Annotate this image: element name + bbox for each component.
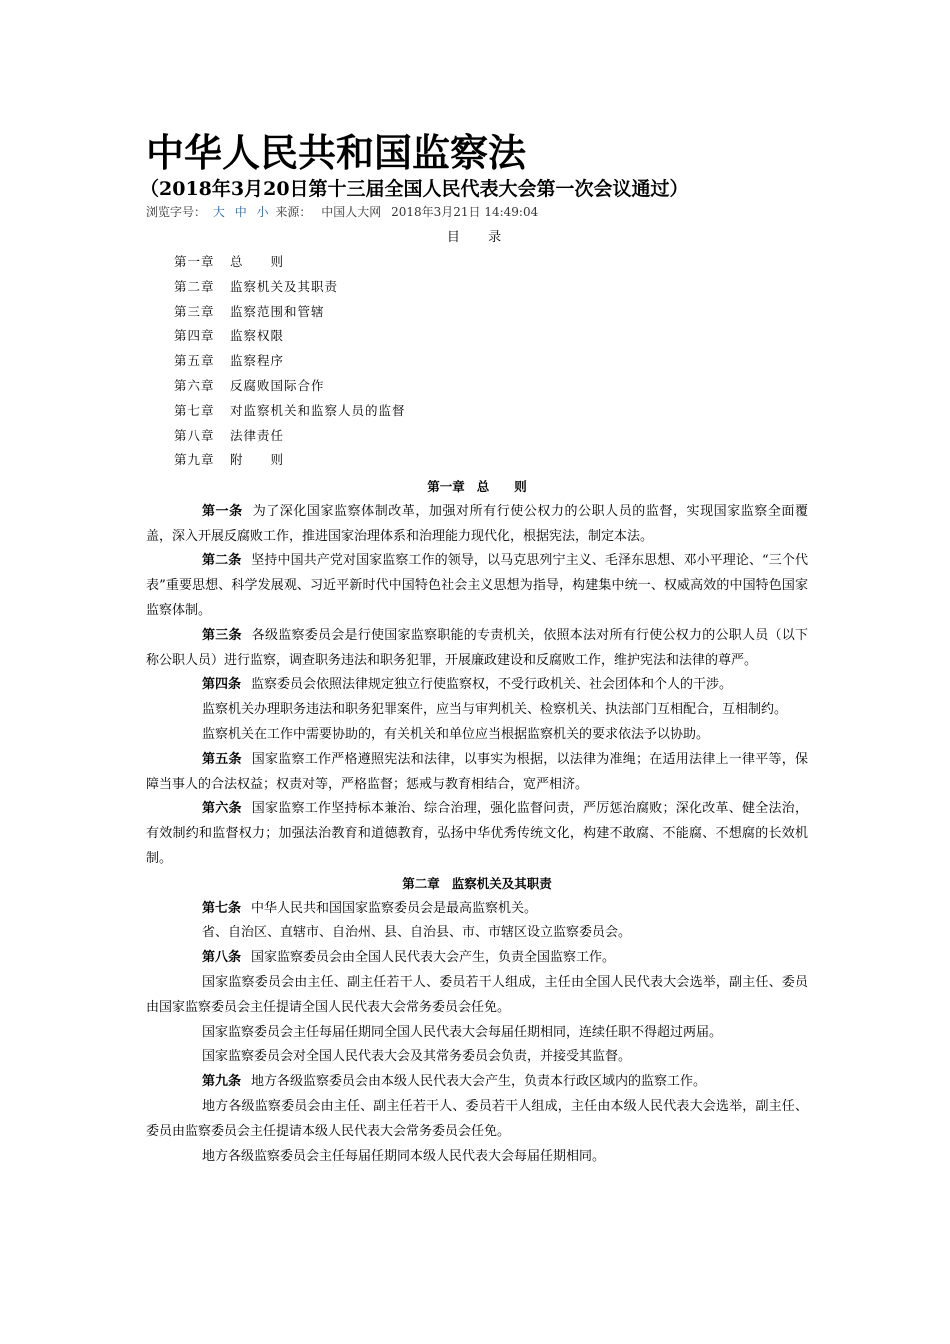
article-label: 第二条 bbox=[202, 553, 242, 569]
article-label: 第八条 bbox=[202, 950, 242, 966]
toc-chapter-title: 附 则 bbox=[230, 452, 285, 468]
article-label: 第六条 bbox=[202, 801, 242, 817]
law-body bbox=[146, 475, 808, 1169]
article-paragraph bbox=[146, 549, 808, 623]
article-paragraph bbox=[146, 673, 808, 698]
toc-item[interactable] bbox=[174, 451, 406, 476]
toc-chapter-title: 监察权限 bbox=[230, 328, 285, 344]
toc-heading bbox=[0, 229, 950, 247]
toc-chapter-number: 第一章 bbox=[174, 254, 215, 269]
toc-chapter-number: 第三章 bbox=[174, 303, 215, 319]
font-size-medium-link[interactable]: 中 bbox=[234, 205, 247, 219]
toc-item[interactable] bbox=[174, 278, 406, 303]
table-of-contents bbox=[174, 253, 406, 476]
article-label: 第四条 bbox=[202, 677, 242, 693]
article-meta bbox=[146, 203, 538, 221]
article-text: 国家监察工作坚持标本兼治、综合治理，强化监督问责，严厉惩治腐败；深化改革、健全法治，有效制约和监督权力；加强法治教育和道德教育，弘扬中华优秀传统文化，构建不敢腐、不能腐、不想腐的长效机制。 bbox=[146, 801, 808, 866]
article-paragraph bbox=[146, 946, 808, 971]
chapter-title: 监察机关及其职责 bbox=[451, 875, 552, 891]
source-label: 来源： bbox=[275, 205, 312, 219]
toc-heading-char-1: 目 bbox=[446, 230, 462, 245]
law-subtitle: （2018年3月20日第十三届全国人民代表大会第一次会议通过） bbox=[140, 178, 689, 200]
chapter-heading bbox=[146, 475, 808, 500]
article-paragraph bbox=[146, 797, 808, 871]
toc-item[interactable] bbox=[174, 402, 406, 427]
article-paragraph: 国家监察委员会由主任、副主任若干人、委员若干人组成，主任由全国人民代表大会选举，副主任、委员由国家监察委员会主任提请全国人民代表大会常务委员会任免。 bbox=[146, 974, 808, 1015]
font-size-large-link[interactable]: 大 bbox=[212, 205, 225, 219]
article-paragraph: 监察机关在工作中需要协助的，有关机关和单位应当根据监察机关的要求依法予以协助。 bbox=[202, 726, 710, 742]
article-paragraph bbox=[146, 748, 808, 798]
article-label: 第七条 bbox=[202, 900, 242, 916]
publish-datetime: 2018年3月21日 14:49:04 bbox=[391, 205, 539, 219]
toc-item[interactable] bbox=[174, 377, 406, 402]
toc-chapter-number: 第八章 bbox=[174, 427, 215, 443]
law-title: 中华人民共和国监察法 bbox=[146, 131, 527, 175]
toc-item[interactable] bbox=[174, 303, 406, 328]
article-text: 国家监察委员会由全国人民代表大会产生，负责全国监察工作。 bbox=[251, 950, 616, 966]
article-paragraph bbox=[146, 500, 808, 550]
article-paragraph: 地方各级监察委员会主任每届任期同本级人民代表大会每届任期相同。 bbox=[202, 1148, 606, 1164]
toc-chapter-title: 对监察机关和监察人员的监督 bbox=[230, 402, 406, 418]
article-paragraph: 省、自治区、直辖市、自治州、县、自治县、市、市辖区设立监察委员会。 bbox=[202, 925, 632, 941]
article-paragraph: 国家监察委员会对全国人民代表大会及其常务委员会负责，并接受其监督。 bbox=[202, 1049, 632, 1065]
font-size-small-link[interactable]: 小 bbox=[256, 205, 269, 219]
toc-item[interactable] bbox=[174, 327, 406, 352]
article-text: 坚持中国共产党对国家监察工作的领导，以马克思列宁主义、毛泽东思想、邓小平理论、“三个代表”重要思想、科学发展观、习近平新时代中国特色社会主义思想为指导，构建集中统一、权威高效的中国特色国家监察体制。 bbox=[146, 553, 808, 618]
article-paragraph: 国家监察委员会主任每届任期同全国人民代表大会每届任期相同，连续任职不得超过两届。 bbox=[202, 1024, 723, 1040]
article-label: 第九条 bbox=[202, 1074, 242, 1090]
toc-chapter-title: 反腐败国际合作 bbox=[230, 377, 325, 393]
article-text: 各级监察委员会是行使国家监察职能的专责机关，依照本法对所有行使公权力的公职人员（以下称公职人员）进行监察，调查职务违法和职务犯罪，开展廉政建设和反腐败工作，维护宪法和法律的尊严。 bbox=[146, 627, 808, 668]
article-paragraph: 地方各级监察委员会由主任、副主任若干人、委员若干人组成，主任由本级人民代表大会选举，副主任、委员由监察委员会主任提请本级人民代表大会常务委员会任免。 bbox=[146, 1098, 808, 1139]
article-text: 地方各级监察委员会由本级人民代表大会产生，负责本行政区域内的监察工作。 bbox=[251, 1074, 707, 1090]
chapter-heading bbox=[146, 872, 808, 897]
toc-chapter-number: 第五章 bbox=[174, 353, 215, 369]
toc-chapter-number: 第七章 bbox=[174, 402, 215, 418]
article-paragraph: 监察机关办理职务违法和职务犯罪案件，应当与审判机关、检察机关、执法部门互相配合，互相制约。 bbox=[202, 702, 788, 718]
chapter-title: 总 则 bbox=[476, 479, 527, 494]
toc-chapter-title: 监察程序 bbox=[230, 353, 285, 369]
toc-item[interactable] bbox=[174, 352, 406, 377]
toc-item[interactable] bbox=[174, 427, 406, 452]
article-label: 第一条 bbox=[202, 503, 243, 519]
article-label: 第三条 bbox=[202, 627, 242, 643]
article-paragraph bbox=[146, 897, 808, 922]
article-label: 第五条 bbox=[202, 751, 242, 767]
toc-chapter-number: 第六章 bbox=[174, 377, 215, 393]
toc-chapter-title: 总 则 bbox=[230, 254, 285, 269]
article-text: 为了深化国家监察体制改革，加强对所有行使公权力的公职人员的监督，实现国家监察全面覆盖，深入开展反腐败工作，推进国家治理体系和治理能力现代化，根据宪法，制定本法。 bbox=[146, 503, 808, 544]
toc-heading-char-2: 录 bbox=[488, 230, 504, 245]
chapter-number: 第一章 bbox=[427, 479, 465, 494]
toc-chapter-number: 第四章 bbox=[174, 328, 215, 344]
font-size-label: 浏览字号： bbox=[146, 205, 207, 219]
toc-chapter-title: 法律责任 bbox=[230, 427, 285, 443]
toc-item[interactable] bbox=[174, 253, 406, 278]
toc-chapter-number: 第九章 bbox=[174, 452, 215, 468]
source-name: 中国人大网 bbox=[321, 205, 382, 219]
toc-chapter-title: 监察机关及其职责 bbox=[230, 278, 339, 294]
article-text: 中华人民共和国国家监察委员会是最高监察机关。 bbox=[251, 900, 538, 916]
article-text: 监察委员会依照法律规定独立行使监察权，不受行政机关、社会团体和个人的干涉。 bbox=[251, 677, 733, 693]
article-paragraph bbox=[146, 624, 808, 674]
article-paragraph bbox=[146, 1070, 808, 1095]
toc-chapter-title: 监察范围和管辖 bbox=[230, 303, 325, 319]
toc-chapter-number: 第二章 bbox=[174, 278, 215, 294]
article-text: 国家监察工作严格遵照宪法和法律，以事实为根据，以法律为准绳；在适用法律上一律平等，保障当事人的合法权益；权责对等，严格监督；惩戒与教育相结合，宽严相济。 bbox=[146, 751, 808, 792]
chapter-number: 第二章 bbox=[402, 875, 440, 891]
